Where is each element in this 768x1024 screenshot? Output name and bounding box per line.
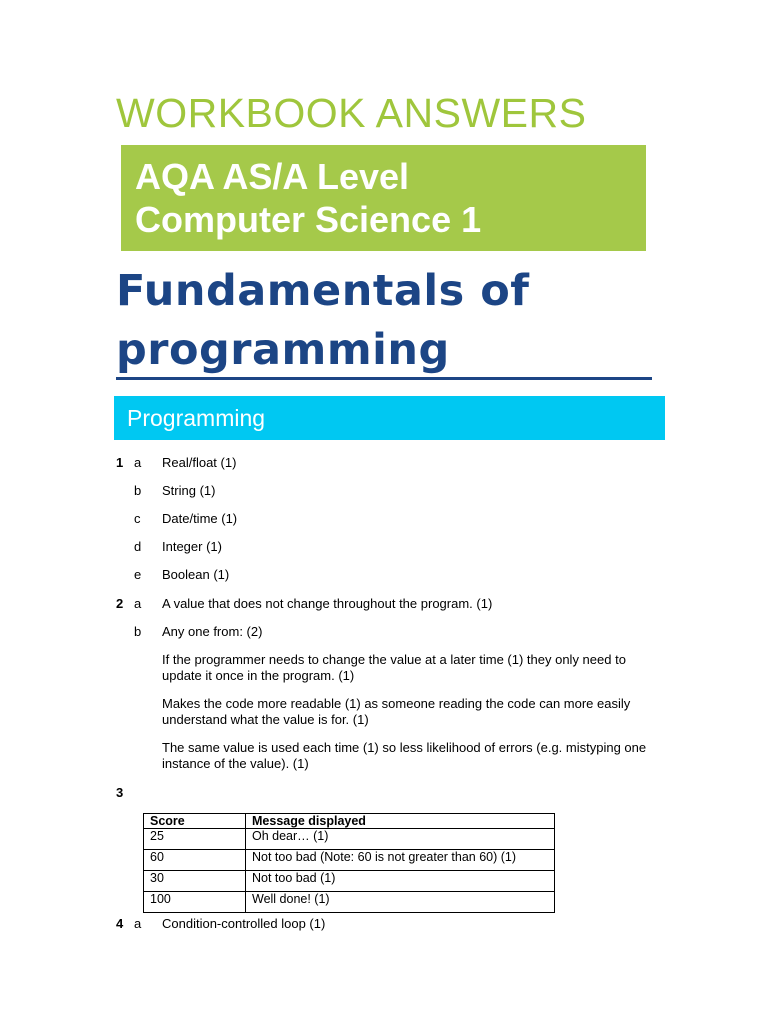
score-table bbox=[143, 813, 555, 913]
section-heading-text: Programming bbox=[127, 405, 266, 431]
answer-text: Any one from: (2) bbox=[162, 624, 263, 639]
banner-line-1: AQA AS/A Level bbox=[135, 156, 410, 197]
question-number: 1 bbox=[116, 455, 124, 470]
table-header-cell: Score bbox=[144, 814, 246, 829]
message-cell: Not too bad (Note: 60 is not greater than 60) (1) bbox=[246, 850, 555, 871]
answer-text: Condition-controlled loop (1) bbox=[162, 916, 326, 931]
answer-text: Integer (1) bbox=[162, 539, 222, 554]
answer-text: Date/time (1) bbox=[162, 511, 238, 526]
message-cell: Well done! (1) bbox=[246, 892, 555, 913]
score-cell: 25 bbox=[144, 829, 246, 850]
part-letter: a bbox=[134, 455, 142, 470]
question-number: 3 bbox=[116, 785, 124, 800]
answer-text: String (1) bbox=[162, 483, 216, 498]
score-cell: 100 bbox=[144, 892, 246, 913]
part-letter: a bbox=[134, 916, 142, 931]
table-row bbox=[144, 892, 555, 913]
part-letter: c bbox=[134, 511, 141, 526]
part-letter: b bbox=[134, 483, 142, 498]
answer-point: Makes the code more readable (1) as someone reading the code can more easily understand what the value is for. (1) bbox=[162, 696, 631, 727]
answer-point: If the programmer needs to change the value at a later time (1) they only need to update it once in the program. (1) bbox=[162, 652, 626, 683]
chapter-underline bbox=[116, 377, 652, 380]
table-header-row bbox=[144, 814, 555, 829]
subject-banner bbox=[121, 145, 646, 251]
message-cell: Oh dear… (1) bbox=[246, 829, 555, 850]
chapter-title-line-1: Fundamentals of bbox=[116, 266, 530, 316]
answer-text: A value that does not change throughout the program. (1) bbox=[162, 596, 493, 611]
message-cell: Not too bad (1) bbox=[246, 871, 555, 892]
part-letter: e bbox=[134, 567, 142, 582]
section-heading bbox=[114, 396, 665, 440]
chapter-title bbox=[116, 262, 652, 380]
question-number: 2 bbox=[116, 596, 124, 611]
banner-line-2: Computer Science 1 bbox=[135, 199, 482, 240]
table-header-cell: Message displayed bbox=[246, 814, 555, 829]
score-cell: 60 bbox=[144, 850, 246, 871]
workbook-title: WORKBOOK ANSWERS bbox=[116, 90, 587, 136]
score-cell: 30 bbox=[144, 871, 246, 892]
table-row bbox=[144, 829, 555, 850]
question-number: 4 bbox=[116, 916, 124, 931]
table-row bbox=[144, 850, 555, 871]
answer-point: The same value is used each time (1) so less likelihood of errors (e.g. mistyping one instance of the value). (1) bbox=[162, 740, 647, 771]
answer-text: Boolean (1) bbox=[162, 567, 230, 582]
part-letter: b bbox=[134, 624, 142, 639]
part-letter: d bbox=[134, 539, 142, 554]
chapter-title-line-2: programming bbox=[116, 325, 450, 375]
part-letter: a bbox=[134, 596, 142, 611]
table-row bbox=[144, 871, 555, 892]
answer-text: Real/float (1) bbox=[162, 455, 237, 470]
